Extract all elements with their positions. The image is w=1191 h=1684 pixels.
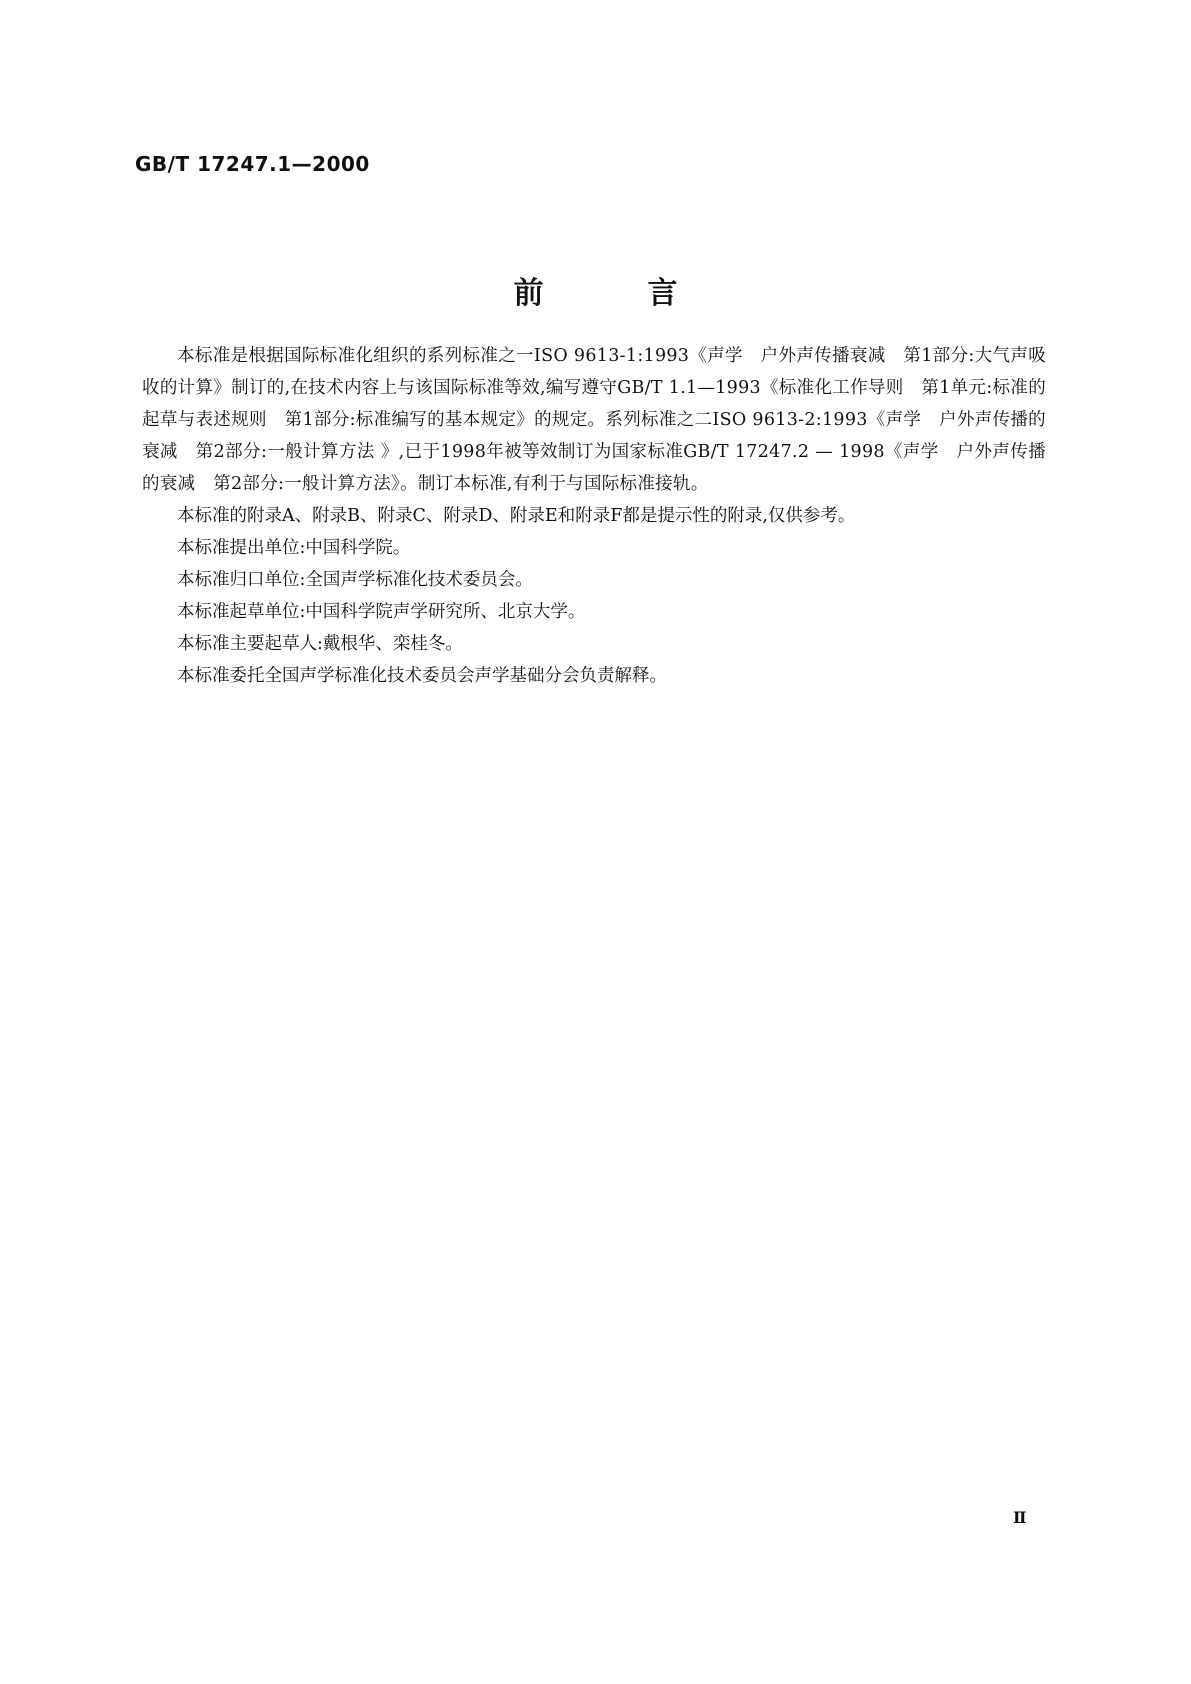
foreword-body — [142, 340, 1046, 692]
standard-code: GB/T 17247.1—2000 — [135, 152, 370, 176]
paragraph-appendices: 本标准的附录A、附录B、附录C、附录D、附录E和附录F都是提示性的附录,仅供参考。 — [177, 506, 856, 526]
title-char-1: 前 — [513, 276, 544, 311]
paragraph-proposer: 本标准提出单位:中国科学院。 — [177, 538, 411, 558]
paragraph-interpretation: 本标准委托全国声学标准化技术委员会声学基础分会负责解释。 — [177, 666, 667, 686]
page-title — [0, 276, 1191, 312]
paragraph-basis: 本标准是根据国际标准化组织的系列标准之一ISO 9613-1:1993《声学 户外声传播衰减 第1部分:大气声吸收的计算》制订的,在技术内容上与该国际标准等效,编写遵守GB/T 1.1—1993《标准化工作导则 第1单元:标准的起草与表述规则 第1部分:标准编写的基本规定》的规定。系列标准之二ISO 9613-2:1993《声学 户外声传播的衰减 第2部分:一般计算方法 》,已于1998年被等效制订为国家标准GB/T 17247.2 — 1998《声学 户外声传播的衰减 第2部分:一般计算方法》。制订本标准,有利于与国际标准接轨。 — [142, 346, 1046, 494]
paragraph-centralized-unit: 本标准归口单位:全国声学标准化技术委员会。 — [177, 570, 533, 590]
page-number: Ⅱ — [1013, 1508, 1027, 1527]
title-char-2: 言 — [647, 276, 678, 311]
paragraph-drafters: 本标准主要起草人:戴根华、栾桂冬。 — [177, 634, 463, 654]
paragraph-drafting-units: 本标准起草单位:中国科学院声学研究所、北京大学。 — [177, 602, 586, 622]
